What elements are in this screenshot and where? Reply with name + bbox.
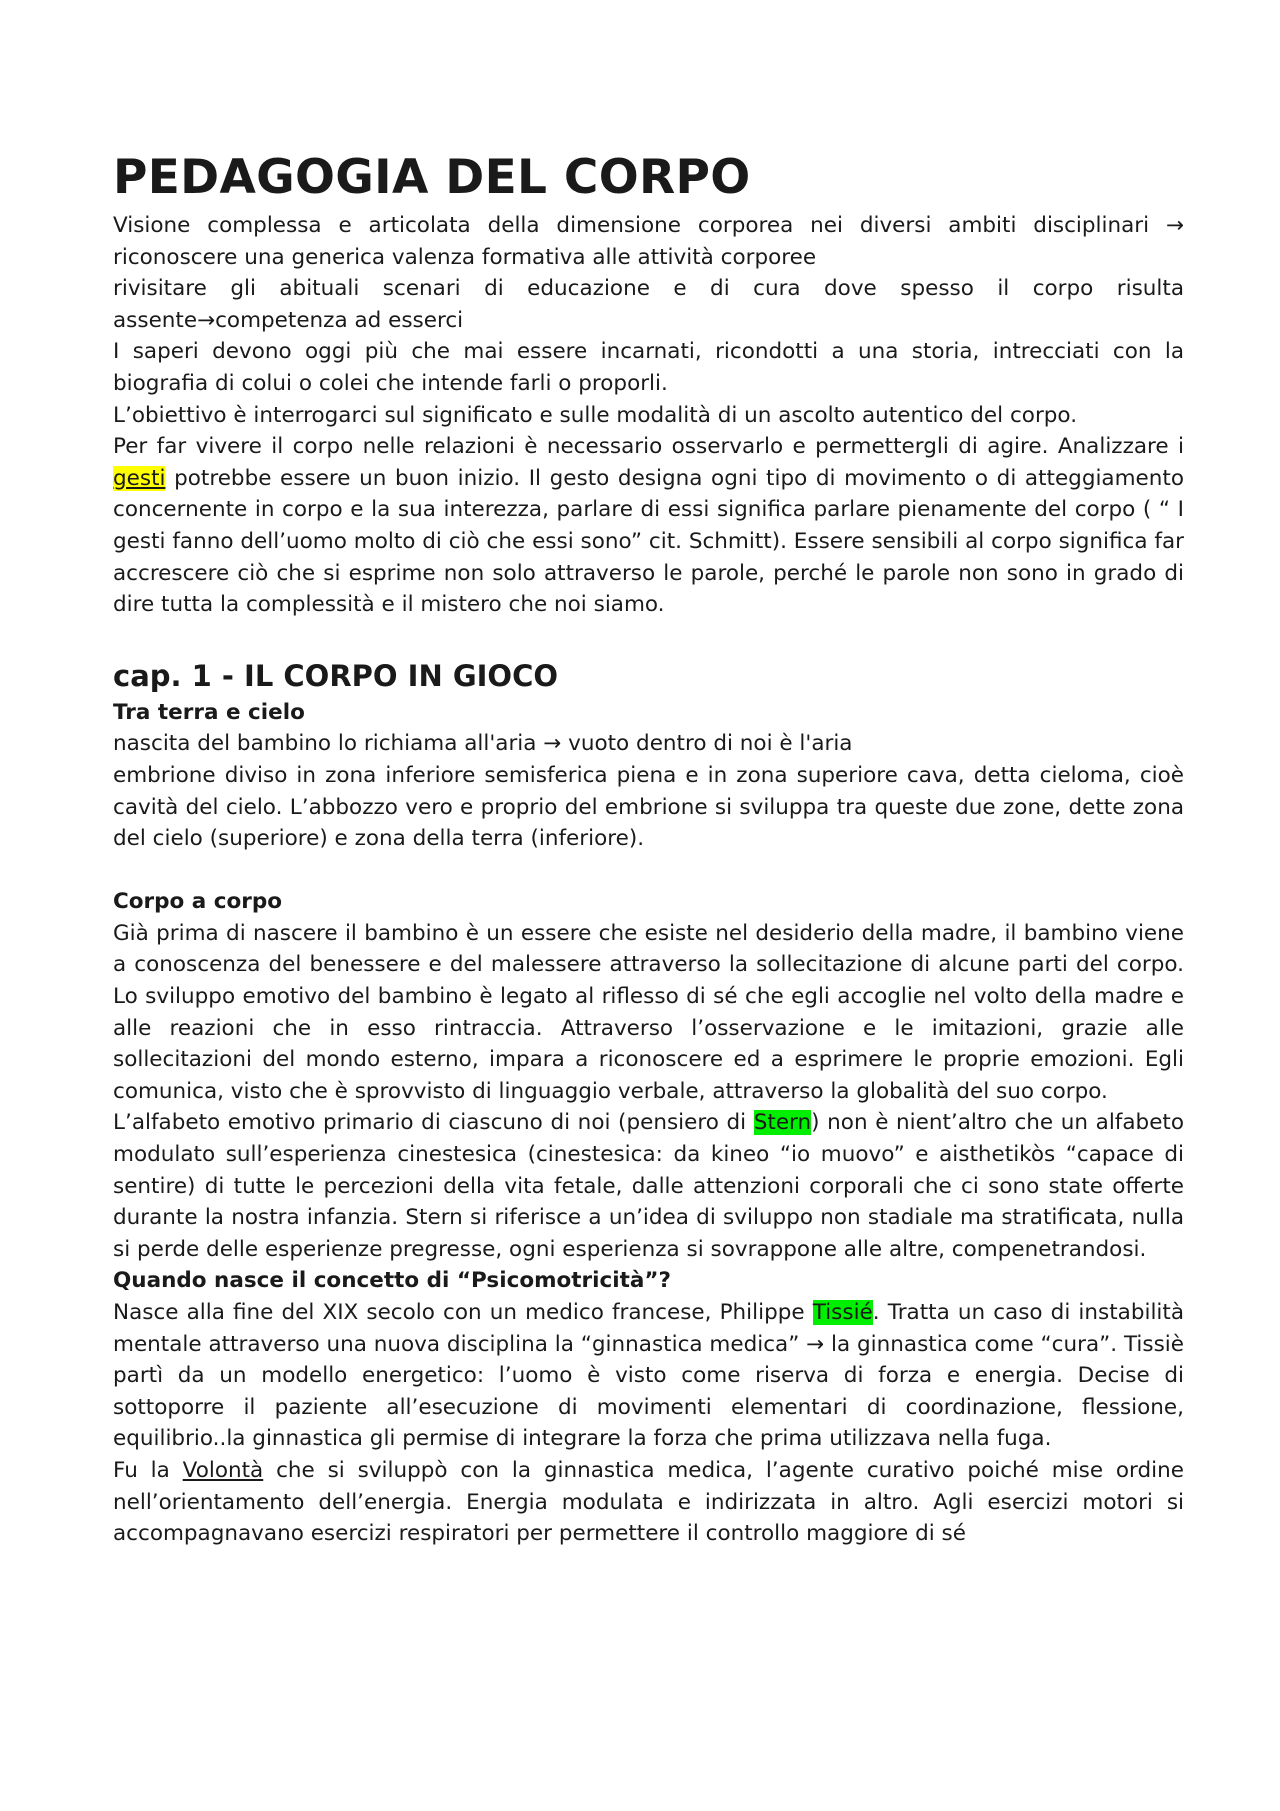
- section2-p2-text-b: ) non è nient’altro che un alfabeto modulato sull’esperienza cinestesica (cinestesica: da kineo “io muovo” e aisthetikòs “capace di sentire) di tutte le percezioni della vita fetale, dalle attenzioni corporali che ci sono state offerte durante la nostra infanzia. Stern si riferisce a un’idea di sviluppo non stadiale ma stratificata, nulla si perde delle esperienze pregresse, ogni esperienza si sovrappone alle altre, compenetrandosi.: [113, 1110, 1185, 1262]
- document-title: PEDAGOGIA DEL CORPO: [113, 150, 751, 205]
- section-heading-psicomotricita: Quando nasce il concetto di “Psicomotricità”?: [113, 1268, 672, 1294]
- section3-paragraph-2: [113, 1455, 1184, 1550]
- section1-paragraph-1: nascita del bambino lo richiama all'aria → vuoto dentro di noi è l'aria: [113, 731, 853, 757]
- section2-paragraph-2: [113, 1107, 1184, 1265]
- intro-paragraph-3: I saperi devono oggi più che mai essere incarnati, ricondotti a una storia, intrecciati con la biografia di colui o colei che intende farli o proporli.: [113, 339, 1184, 396]
- chapter-heading: cap. 1 - IL CORPO IN GIOCO: [113, 658, 559, 693]
- section3-p1-text-a: Nasce alla fine del XIX secolo con un medico francese, Philippe: [113, 1300, 813, 1325]
- section2-p2-text-a: L’alfabeto emotivo primario di ciascuno di noi (pensiero di: [113, 1110, 754, 1136]
- section3-p1-text-b: . Tratta un caso di instabilità mentale attraverso una nuova disciplina la “ginnastica medica” → la ginnastica come “cura”. Tissiè partì da un modello energetico: l’uomo è visto come riserva di forza e energia. Decise di sottoporre il paziente all’esecuzione di movimenti elementari di coordinazione, flessione, equilibrio..la ginnastica gli permise di integrare la forza che prima utilizzava nella fuga.: [113, 1300, 1184, 1452]
- section2-paragraph-1: Già prima di nascere il bambino è un essere che esiste nel desiderio della madre, il bambino viene a conoscenza del benessere e del malessere attraverso la sollecitazione di alcune parti del corpo. Lo sviluppo emotivo del bambino è legato al riflesso di sé che egli accoglie nel volto della madre e alle reazioni che in esso rintraccia. Attraverso l’osservazione e le imitazioni, grazie alle sollecitazioni del mondo esterno, impara a riconoscere ed a esprimere le proprie emozioni. Egli comunica, visto che è sprovvisto di linguaggio verbale, attraverso la globalità del suo corpo.: [113, 920, 1184, 1104]
- section-heading-terra-cielo: Tra terra e cielo: [113, 699, 305, 725]
- intro-p5-text-a: Per far vivere il corpo nelle relazioni è necessario osservarlo e permettergli di agire. Analizzare i: [113, 434, 1184, 460]
- section-heading-corpo-a-corpo: Corpo a corpo: [113, 889, 283, 915]
- intro-paragraph-4: L’obiettivo è interrogarci sul significato e sulle modalità di un ascolto autentico del corpo.: [113, 402, 1078, 428]
- section3-p2-text-b: che si sviluppò con la ginnastica medica, l’agente curativo poiché mise ordine nell’orientamento dell’energia. Energia modulata e indirizzata in altro. Agli esercizi motori si accompagnavano esercizi respiratori per permettere il controllo maggiore di sé: [113, 1457, 1184, 1547]
- underlined-volonta: Volontà: [182, 1457, 264, 1483]
- highlight-gesti: gesti: [113, 465, 166, 491]
- intro-paragraph-1: Visione complessa e articolata della dimensione corporea nei diversi ambiti disciplinari → riconoscere una generica valenza formativa alle attività corporee: [113, 213, 1184, 270]
- intro-p5-text-b: potrebbe essere un buon inizio. Il gesto designa ogni tipo di movimento o di atteggiamento concernente in corpo e la sua interezza, parlare di essi significa parlare pienamente del corpo ( “ I gesti fanno dell’uomo molto di ciò che essi sono” cit. Schmitt). Essere sensibili al corpo significa far accrescere ciò che si esprime non solo attraverso le parole, perché le parole non sono in grado di dire tutta la complessità e il mistero che noi siamo.: [113, 465, 1184, 618]
- intro-paragraph-5: [113, 431, 1184, 621]
- highlight-stern: Stern: [753, 1110, 812, 1136]
- intro-paragraph-2: rivisitare gli abituali scenari di educazione e di cura dove spesso il corpo risulta assente→competenza ad esserci: [113, 276, 1184, 333]
- paragraph-spacer: [113, 855, 1184, 887]
- highlight-tissie: Tissié: [812, 1300, 873, 1325]
- section3-paragraph-1: [113, 1297, 1184, 1455]
- document-page: [113, 150, 1184, 1550]
- section3-p2-text-a: Fu la: [113, 1457, 183, 1483]
- section1-paragraph-2: embrione diviso in zona inferiore semisferica piena e in zona superiore cava, detta cieloma, cioè cavità del cielo. L’abbozzo vero e proprio del embrione si sviluppa tra queste due zone, dette zona del cielo (superiore) e zona della terra (inferiore).: [113, 762, 1184, 852]
